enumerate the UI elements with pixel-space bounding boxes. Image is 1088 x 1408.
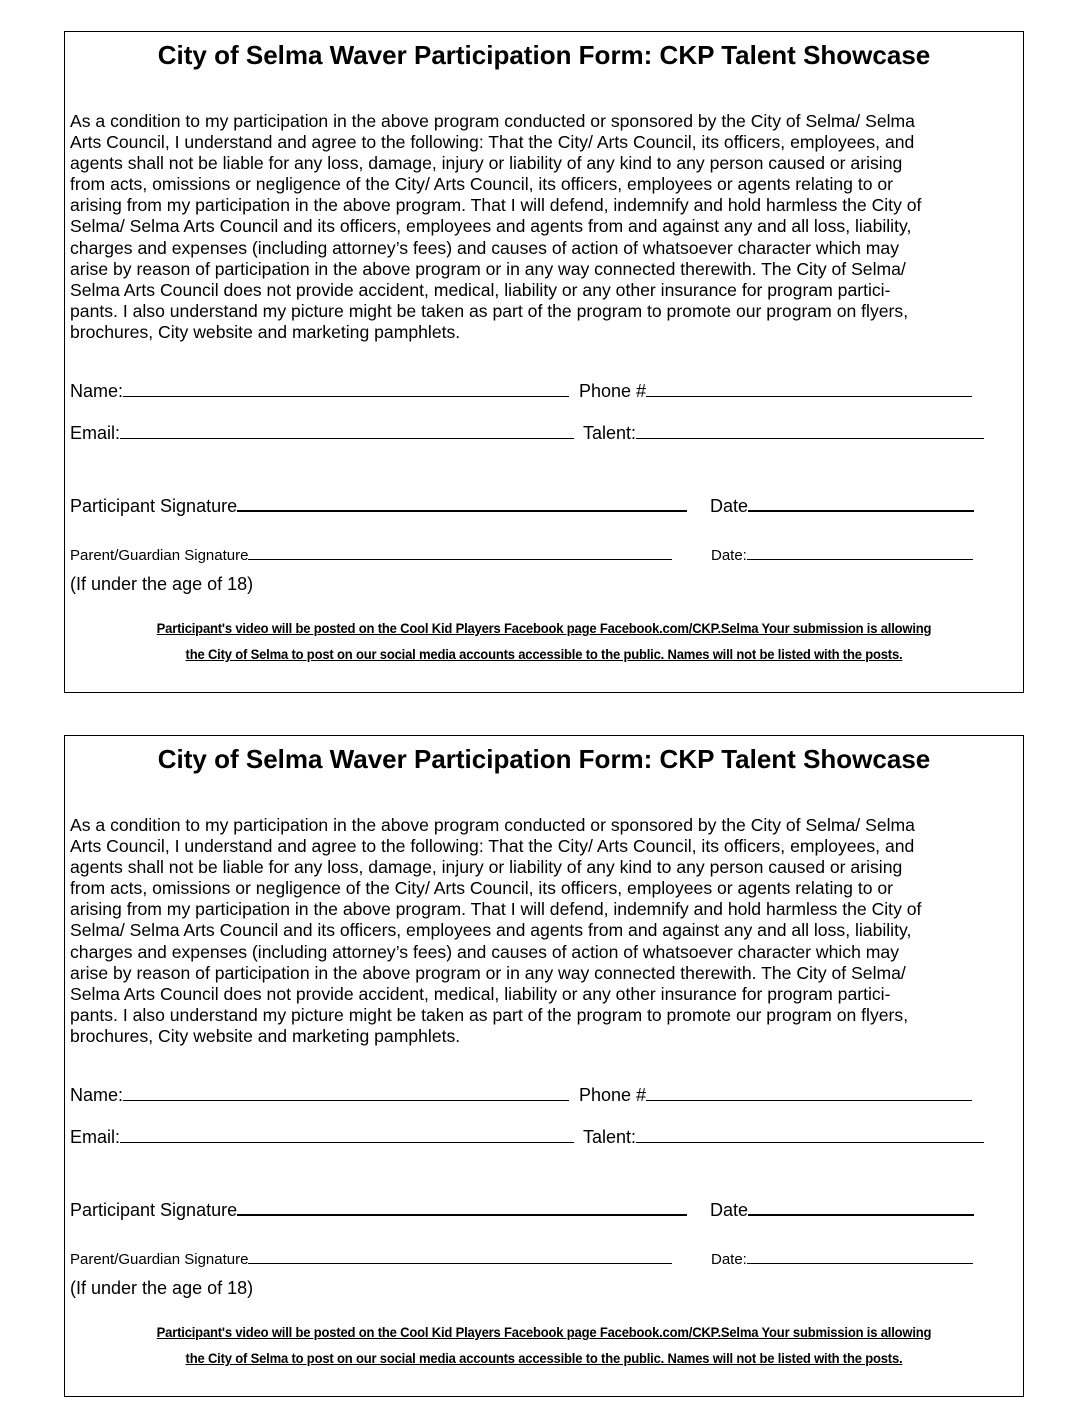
body-line: charges and expenses (including attorney’s fees) and causes of action of whatsoever character which may	[70, 941, 899, 962]
parent-signature-label: Parent/Guardian Signature	[70, 547, 249, 564]
body-line: brochures, City website and marketing pamphlets.	[70, 321, 461, 342]
waiver-form-1	[64, 31, 1024, 693]
waiver-body-text	[70, 111, 1022, 343]
parent-signature-label: Parent/Guardian Signature	[70, 1251, 249, 1268]
body-line: from acts, omissions or negligence of the City/ Arts Council, its officers, employees or agents relating to or	[70, 174, 894, 195]
talent-field	[583, 1124, 984, 1148]
age-note: (If under the age of 18)	[70, 574, 254, 594]
name-label: Name:	[70, 1085, 124, 1105]
talent-input-line[interactable]	[636, 1124, 984, 1143]
body-line: brochures, City website and marketing pamphlets.	[70, 1025, 461, 1046]
parent-date-input-line[interactable]	[747, 1248, 973, 1264]
participant-signature-label: Participant Signature	[70, 1200, 238, 1220]
email-field	[70, 1124, 574, 1148]
name-field	[70, 1082, 569, 1106]
date-label: Date	[710, 496, 749, 516]
body-line: arise by reason of participation in the above program or in any way connected therewith. The City of Selma/	[70, 962, 906, 983]
body-line: charges and expenses (including attorney’s fees) and causes of action of whatsoever character which may	[70, 237, 899, 258]
form-title: City of Selma Waver Participation Form: CKP Talent Showcase	[157, 40, 931, 70]
email-input-line[interactable]	[120, 420, 574, 439]
footer-line: the City of Selma to post on our social media accounts accessible to the public. Names will not be listed with the posts.	[185, 1350, 903, 1366]
footer-line: Participant's video will be posted on the Cool Kid Players Facebook page Facebook.com/CKP.Selma Your submission is allowing	[156, 1324, 932, 1340]
body-line: As a condition to my participation in the above program conducted or sponsored by the City of Selma/ Selma	[70, 111, 915, 131]
footer-notice	[99, 1319, 990, 1371]
participant-signature-line[interactable]	[237, 1196, 687, 1216]
phone-input-line[interactable]	[646, 1082, 972, 1101]
participant-signature-field	[70, 492, 687, 517]
phone-label: Phone #	[579, 381, 647, 401]
body-line: Arts Council, I understand and agree to the following: That the City/ Arts Council, its officers, employees, and	[70, 132, 915, 153]
talent-input-line[interactable]	[636, 420, 984, 439]
date-field	[710, 1196, 974, 1221]
parent-date-input-line[interactable]	[747, 544, 973, 560]
phone-field	[579, 1082, 972, 1106]
parent-date-field	[711, 544, 973, 565]
age-note: (If under the age of 18)	[70, 1278, 254, 1298]
parent-signature-field	[70, 1248, 672, 1269]
footer-notice	[99, 615, 990, 667]
waiver-form-2	[64, 735, 1024, 1397]
footer-line: the City of Selma to post on our social media accounts accessible to the public. Names will not be listed with the posts.	[185, 646, 903, 662]
phone-label: Phone #	[579, 1085, 647, 1105]
body-line: pants. I also understand my picture might be taken as part of the program to promote our program on flyers,	[70, 1004, 909, 1025]
participant-signature-line[interactable]	[237, 492, 687, 512]
participant-signature-field	[70, 1196, 687, 1221]
footer-line: Participant's video will be posted on the Cool Kid Players Facebook page Facebook.com/CKP.Selma Your submission is allowing	[156, 620, 932, 636]
body-line: arising from my participation in the above program. That I will defend, indemnify and hold harmless the City of	[70, 899, 922, 920]
name-input-line[interactable]	[123, 1082, 569, 1101]
parent-signature-line[interactable]	[248, 1248, 672, 1264]
body-line: Selma/ Selma Arts Council and its officers, employees and agents from and against any and all loss, liability,	[70, 920, 912, 941]
parent-date-label: Date:	[711, 547, 747, 564]
participant-signature-label: Participant Signature	[70, 496, 238, 516]
body-line: from acts, omissions or negligence of the City/ Arts Council, its officers, employees or agents relating to or	[70, 878, 894, 899]
parent-date-field	[711, 1248, 973, 1269]
talent-field	[583, 420, 984, 444]
body-line: arise by reason of participation in the above program or in any way connected therewith. The City of Selma/	[70, 258, 906, 279]
email-label: Email:	[70, 423, 121, 443]
body-line: Arts Council, I understand and agree to the following: That the City/ Arts Council, its officers, employees, and	[70, 836, 915, 857]
body-line: Selma/ Selma Arts Council and its officers, employees and agents from and against any and all loss, liability,	[70, 216, 912, 237]
date-input-line[interactable]	[748, 492, 974, 512]
name-input-line[interactable]	[123, 378, 569, 397]
body-line: agents shall not be liable for any loss, damage, injury or liability of any kind to any person caused or arising	[70, 153, 903, 174]
form-title: City of Selma Waver Participation Form: CKP Talent Showcase	[157, 744, 931, 774]
phone-input-line[interactable]	[646, 378, 972, 397]
phone-field	[579, 378, 972, 402]
email-input-line[interactable]	[120, 1124, 574, 1143]
body-line: Selma Arts Council does not provide accident, medical, liability or any other insurance for program partici-	[70, 279, 891, 300]
date-label: Date	[710, 1200, 749, 1220]
parent-signature-field	[70, 544, 672, 565]
name-field	[70, 378, 569, 402]
talent-label: Talent:	[583, 423, 637, 443]
waiver-body-text	[70, 815, 1022, 1047]
talent-label: Talent:	[583, 1127, 637, 1147]
date-input-line[interactable]	[748, 1196, 974, 1216]
body-line: pants. I also understand my picture might be taken as part of the program to promote our program on flyers,	[70, 300, 909, 321]
parent-signature-line[interactable]	[248, 544, 672, 560]
body-line: Selma Arts Council does not provide accident, medical, liability or any other insurance for program partici-	[70, 983, 891, 1004]
email-label: Email:	[70, 1127, 121, 1147]
name-label: Name:	[70, 381, 124, 401]
body-line: agents shall not be liable for any loss, damage, injury or liability of any kind to any person caused or arising	[70, 857, 903, 878]
date-field	[710, 492, 974, 517]
parent-date-label: Date:	[711, 1251, 747, 1268]
body-line: arising from my participation in the above program. That I will defend, indemnify and hold harmless the City of	[70, 195, 922, 216]
email-field	[70, 420, 574, 444]
body-line: As a condition to my participation in the above program conducted or sponsored by the City of Selma/ Selma	[70, 815, 915, 835]
